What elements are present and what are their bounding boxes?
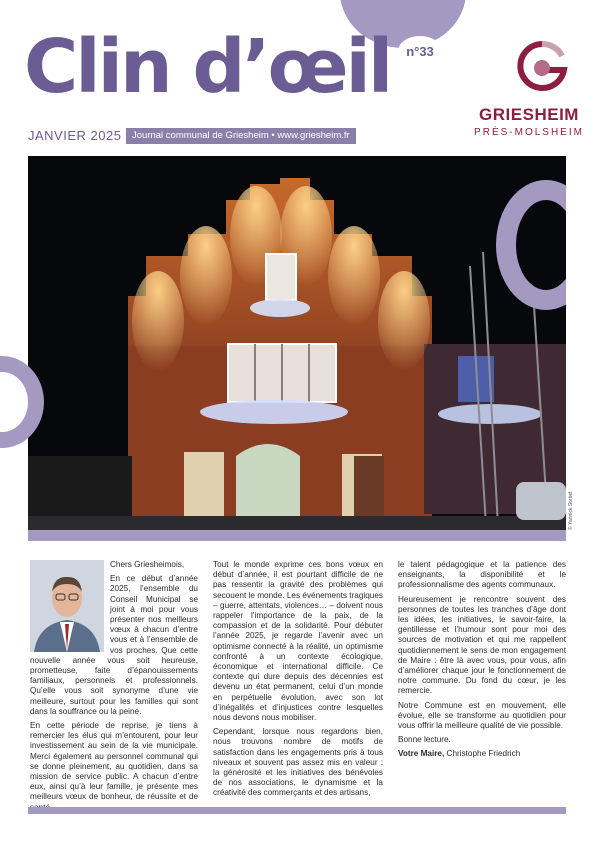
editorial-paragraph: En ce début d’année 2025, l’ensemble du Conseil Municipal se joint à moi pour vous présenter nos meilleurs vœux à chacun d’entre vous et à l’ensemble de vos proches. Que cette nouvelle année vous soit heureuse, prometteuse, faite d’épanouissements familiaux, personnels et professionnels. Qu’elle vous soit synonyme d’une vie meilleure, surtout pour les familles qui sont dans la souffrance ou la peine. (30, 574, 198, 716)
editorial-paragraph: le talent pédagogique et la patience des enseignants, la disponibilité et le professionnalisme des agents communaux. (398, 560, 566, 590)
signature-name: Christophe Friedrich (446, 749, 521, 759)
editorial-column-2 (213, 560, 383, 803)
decorative-ring-right (496, 180, 595, 310)
issue-date: JANVIER 2025 (28, 128, 122, 143)
editorial-paragraph: Heureusement je rencontre souvent des personnes de toutes les tranches d’âge dont les idées, les initiatives, le savoir-faire, la gentillesse et l’humour sont pour moi des sources de motivation et qui me rappellent quotidiennement le sens de mon engagement de Maire : être là avec vous, pour vous, afin d’améliorer chaque jour le fonctionnement de notre commune. Du fond du cœur, je les remercie. (398, 594, 566, 696)
editorial-signature (398, 749, 566, 759)
editorial-paragraph: Notre Commune est en mouvement, elle évolue, elle se transforme au quotidien pour vous offrir la meilleure qualité de vie possible. (398, 700, 566, 731)
editorial-paragraph: Tout le monde exprime ces bons vœux en début d’année, il est pourtant difficile de ne pas ressentir la gravité des problèmes qui secouent le monde. Les événements tragiques – guerre, attentats, violences… – doivent nous rappeler l’importance de la paix, de la compassion et de la solidarité. Pour débuter l’année 2025, je regarde l’avenir avec un optimisme connecté à la réalité, un optimisme confronté à un contexte écologique, économique et international difficile. Ce contexte qui dure depuis des décennies est devenu un état permanent, celui d’un monde en perpétuelle évolution, avec son lot d’inégalités et d’injustices contre lesquelles nous devons nous mobiliser. (213, 560, 383, 723)
logo-town-subtitle: PRÈS-MOLSHEIM (474, 127, 584, 138)
editorial-greeting: Chers Griesheimois, (110, 560, 185, 569)
footer-band (28, 807, 566, 814)
masthead-title: Clin d’œil (24, 24, 391, 110)
divider-band (28, 530, 566, 541)
journal-tagline: Journal communal de Griesheim • www.griesheim.fr (126, 128, 356, 144)
issue-number-badge: n°33 (398, 36, 442, 66)
signature-role: Votre Maire, (398, 749, 445, 759)
editorial-column-3 (398, 560, 566, 764)
editorial-paragraph: Cependant, lorsque nous regardons bien, nous trouvons nombre de motifs de satisfaction dans les engagements pris à tous niveaux et souvent pas assez mis en valeur : la générosité et les initiatives des bénévoles de nos associations, le dynamisme et la créativité des commerçants et des artisans, (213, 727, 383, 798)
editorial-closing: Bonne lecture. (398, 735, 451, 745)
editorial-column-1 (30, 560, 198, 817)
mayor-portrait (30, 560, 104, 652)
town-hall-photo (28, 156, 566, 530)
editorial-paragraph: En cette période de reprise, je tiens à remercier les élus qui m’entourent, pour leur investissement au sein de la vie municipale. Merci également au personnel communal qui se donne pleinement, au quotidien, dans sa mission de service public. A chacun d’entre eux, ainsi qu’à leur famille, je présente mes meilleurs vœux de bonheur, de réussite et de (30, 721, 198, 802)
griesheim-logo-icon (516, 40, 568, 94)
logo-town-name: GRIESHEIM (479, 105, 579, 124)
photo-credit: © Yannick Sorbet (568, 491, 574, 530)
